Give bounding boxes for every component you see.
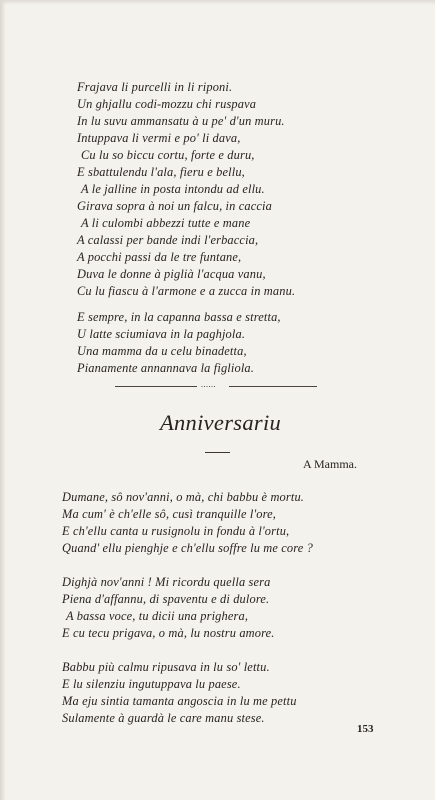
verse-line: E ch'ellu canta u rusignolu in fondu à l'ortu, xyxy=(62,524,290,538)
verse-line: A le jalline in posta intondu ad ellu. xyxy=(81,182,265,196)
verse-line: Ma eju sintia tamanta angoscia in lu me pettu xyxy=(62,694,297,708)
verse-line: Dumane, sô nov'anni, o mà, chi babbu è mortu. xyxy=(62,490,305,504)
verse-line: E sbattulendu l'ala, fieru e bellu, xyxy=(77,165,245,179)
poem-title: Anniversariu xyxy=(159,410,282,435)
verse-line: Quand' ellu pienghje e ch'ellu soffre lu me core ? xyxy=(62,541,314,555)
verse-line: E cu tecu prigava, o mà, lu nostru amore. xyxy=(62,626,275,640)
verse-line: Ma cum' è ch'elle sô, cusì tranquille l'ore, xyxy=(62,507,277,521)
separator-rule-right xyxy=(229,386,317,387)
page-shadow-top xyxy=(0,0,435,5)
verse-line: A calassi per bande indi l'erbaccia, xyxy=(77,233,259,247)
verse-line: A li culombi abbezzi tutte e mane xyxy=(81,216,251,230)
verse-line: A pocchi passi da le tre funtane, xyxy=(77,250,242,264)
verse-line: Cu lu so biccu cortu, forte e duru, xyxy=(81,148,255,162)
verse-line: In lu suvu ammansatu à u pe' d'un muru. xyxy=(77,114,285,128)
dedication: A Mamma. xyxy=(303,457,357,471)
verse-line: Pianamente annannava la figliola. xyxy=(77,361,255,375)
page-shadow-left xyxy=(0,0,6,800)
verse-line: E sempre, in la capanna bassa e stretta, xyxy=(77,310,281,324)
verse-line: Cu lu fiascu à l'armone e a zucca in manu. xyxy=(77,284,296,298)
separator-dots: ...... xyxy=(201,380,216,389)
verse-line: Dighjà nov'anni ! Mi ricordu quella sera xyxy=(62,575,271,589)
verse-line: A bassa voce, tu dicii una prighera, xyxy=(66,609,249,623)
verse-line: Duva le donne à piglià l'acqua vanu, xyxy=(77,267,266,281)
verse-line: U latte sciumiava in la paghjola. xyxy=(77,327,246,341)
verse-line: Girava sopra à noi un falcu, in caccia xyxy=(77,199,272,213)
verse-line: Un ghjallu codi-mozzu chi ruspava xyxy=(77,97,257,111)
verse-line: E lu silenziu ingutuppava lu paese. xyxy=(62,677,241,691)
verse-line: Babbu più calmu ripusava in lu so' lettu. xyxy=(62,660,270,674)
verse-line: Piena d'affannu, di spaventu e di dulore. xyxy=(62,592,270,606)
section-separator xyxy=(115,380,317,389)
verse-line: Sulamente à guardà le care manu stese. xyxy=(62,711,265,725)
verse-line: Una mamma da u celu binadetta, xyxy=(77,344,247,358)
verse-line: Intuppava li vermi e po' li dava, xyxy=(77,131,241,145)
page-number: 153 xyxy=(357,723,374,735)
title-underline xyxy=(205,452,230,453)
verse-line: Frajava li purcelli in li riponi. xyxy=(77,80,233,94)
separator-rule-left xyxy=(115,386,197,387)
